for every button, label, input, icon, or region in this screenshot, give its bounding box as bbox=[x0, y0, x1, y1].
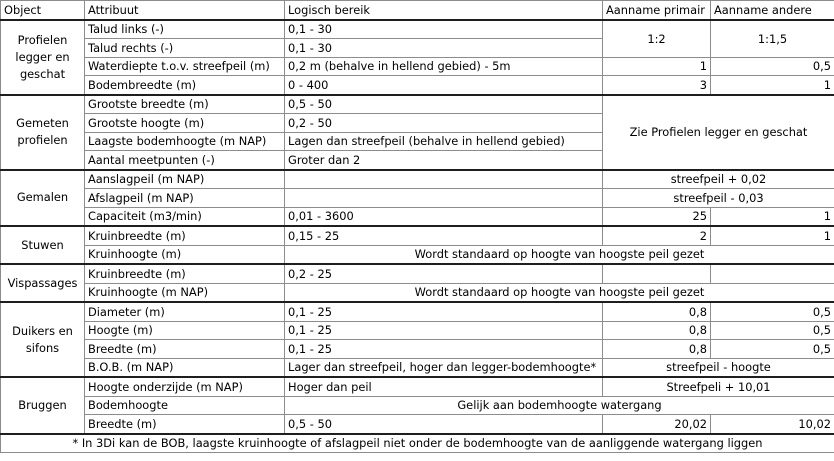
header-object: Object bbox=[1, 1, 85, 20]
attr-cell: Talud rechts (-) bbox=[85, 39, 285, 58]
table-row bbox=[1, 226, 834, 245]
attr-cell: Breedte (m) bbox=[85, 340, 285, 359]
range-cell: 0,01 - 3600 bbox=[285, 207, 603, 226]
range-cell: 0,5 - 50 bbox=[285, 415, 603, 434]
attr-cell: Breedte (m) bbox=[85, 415, 285, 434]
range-cell: 0,15 - 25 bbox=[285, 226, 603, 245]
range-cell: Lagen dan streefpeil (behalve in hellend gebied) bbox=[285, 132, 603, 151]
table-row bbox=[1, 245, 834, 264]
table-row bbox=[1, 57, 834, 76]
header-aanname-primair: Aanname primair bbox=[603, 1, 711, 20]
group-stuwen bbox=[1, 226, 834, 264]
table-row bbox=[1, 170, 834, 189]
andere-cell: 0,5 bbox=[711, 302, 834, 321]
andere-cell: 10,02 bbox=[711, 415, 834, 434]
primair-cell: 0,8 bbox=[603, 340, 711, 359]
primair-cell: 1 bbox=[603, 57, 711, 76]
table-row bbox=[1, 283, 834, 302]
range-cell: Groter dan 2 bbox=[285, 151, 603, 170]
attr-cell: Afslagpeil (m NAP) bbox=[85, 189, 285, 208]
talud-primair-cell: 1:2 bbox=[603, 20, 711, 58]
primair-cell bbox=[603, 264, 711, 283]
header-attribuut: Attribuut bbox=[85, 1, 285, 20]
range-cell: 0,1 - 25 bbox=[285, 321, 603, 340]
object-gemalen: Gemalen bbox=[1, 170, 85, 227]
attr-cell: Bodemhoogte bbox=[85, 396, 285, 415]
attr-cell: Waterdiepte t.o.v. streefpeil (m) bbox=[85, 57, 285, 76]
table-row bbox=[1, 358, 834, 377]
range-cell: Hoger dan peil bbox=[285, 377, 603, 396]
range-cell bbox=[285, 170, 603, 189]
andere-cell: 0,5 bbox=[711, 57, 834, 76]
object-vispassages: Vispassages bbox=[1, 264, 85, 302]
attr-cell: Kruinhoogte (m) bbox=[85, 245, 285, 264]
primair-cell: 2 bbox=[603, 226, 711, 245]
footnote: * In 3Di kan de BOB, laagste kruinhoogte of afslagpeil niet onder de bodemhoogte van de aanliggende watergang liggen bbox=[1, 434, 834, 453]
andere-cell: 0,5 bbox=[711, 321, 834, 340]
table-row bbox=[1, 189, 834, 208]
attr-cell: Bodembreedte (m) bbox=[85, 76, 285, 95]
attr-cell: Hoogte (m) bbox=[85, 321, 285, 340]
gemeten-note: Zie Profielen legger en geschat bbox=[603, 95, 834, 170]
attr-cell: Kruinbreedte (m) bbox=[85, 264, 285, 283]
footnote-group bbox=[1, 434, 834, 453]
object-profielen: Profielen legger en geschat bbox=[1, 20, 85, 95]
range-cell: 0,1 - 30 bbox=[285, 20, 603, 39]
andere-cell: 0,5 bbox=[711, 340, 834, 359]
primair-cell: 20,02 bbox=[603, 415, 711, 434]
group-gemalen bbox=[1, 170, 834, 227]
attr-cell: B.O.B. (m NAP) bbox=[85, 358, 285, 377]
range-cell: 0,1 - 25 bbox=[285, 340, 603, 359]
attr-cell: Talud links (-) bbox=[85, 20, 285, 39]
andere-cell: 1 bbox=[711, 207, 834, 226]
table-row bbox=[1, 264, 834, 283]
attr-cell: Grootste hoogte (m) bbox=[85, 114, 285, 133]
attr-cell: Kruinhoogte (m NAP) bbox=[85, 283, 285, 302]
attr-cell: Kruinbreedte (m) bbox=[85, 226, 285, 245]
range-cell: Lager dan streefpeil, hoger dan legger-bodemhoogte* bbox=[285, 358, 603, 377]
table-row bbox=[1, 396, 834, 415]
table-row bbox=[1, 415, 834, 434]
table-row bbox=[1, 340, 834, 359]
andere-cell: 1 bbox=[711, 76, 834, 95]
table-row bbox=[1, 321, 834, 340]
assumption-cell: Streefpeli + 10,01 bbox=[603, 377, 834, 396]
object-duikers: Duikers en sifons bbox=[1, 302, 85, 377]
range-cell bbox=[285, 189, 603, 208]
table-row bbox=[1, 20, 834, 39]
object-gemeten: Gemeten profielen bbox=[1, 95, 85, 170]
primair-cell: 0,8 bbox=[603, 321, 711, 340]
range-cell: 0,2 - 50 bbox=[285, 114, 603, 133]
attr-cell: Grootste breedte (m) bbox=[85, 95, 285, 114]
object-bruggen: Bruggen bbox=[1, 377, 85, 434]
andere-cell: 1 bbox=[711, 226, 834, 245]
note-cell: Wordt standaard op hoogte van hoogste peil gezet bbox=[285, 283, 834, 302]
talud-andere-cell: 1:1,5 bbox=[711, 20, 834, 58]
object-stuwen: Stuwen bbox=[1, 226, 85, 264]
range-cell: 0,2 - 25 bbox=[285, 264, 603, 283]
attr-cell: Laagste bodemhoogte (m NAP) bbox=[85, 132, 285, 151]
header-aanname-andere: Aanname andere bbox=[711, 1, 834, 20]
assumption-cell: streefpeil - hoogte bbox=[603, 358, 834, 377]
table-row bbox=[1, 377, 834, 396]
group-bruggen bbox=[1, 377, 834, 434]
andere-cell bbox=[711, 264, 834, 283]
note-cell: Wordt standaard op hoogte van hoogste peil gezet bbox=[285, 245, 834, 264]
attr-cell: Capaciteit (m3/min) bbox=[85, 207, 285, 226]
attr-cell: Diameter (m) bbox=[85, 302, 285, 321]
header-row bbox=[1, 1, 834, 20]
range-cell: 0,1 - 25 bbox=[285, 302, 603, 321]
assumption-cell: streefpeil - 0,03 bbox=[603, 189, 834, 208]
attr-cell: Aanslagpeil (m NAP) bbox=[85, 170, 285, 189]
group-duikers bbox=[1, 302, 834, 377]
header-logisch-bereik: Logisch bereik bbox=[285, 1, 603, 20]
table-row bbox=[1, 207, 834, 226]
primair-cell: 25 bbox=[603, 207, 711, 226]
primair-cell: 3 bbox=[603, 76, 711, 95]
attr-cell: Aantal meetpunten (-) bbox=[85, 151, 285, 170]
table-row bbox=[1, 95, 834, 114]
group-gemeten bbox=[1, 95, 834, 170]
table-row bbox=[1, 76, 834, 95]
range-cell: 0,2 m (behalve in hellend gebied) - 5m bbox=[285, 57, 603, 76]
range-cell: 0,5 - 50 bbox=[285, 95, 603, 114]
group-profielen bbox=[1, 20, 834, 95]
primair-cell: 0,8 bbox=[603, 302, 711, 321]
range-cell: 0,1 - 30 bbox=[285, 39, 603, 58]
group-vispassages bbox=[1, 264, 834, 302]
note-cell: Gelijk aan bodemhoogte watergang bbox=[285, 396, 834, 415]
table-row bbox=[1, 302, 834, 321]
footnote-row bbox=[1, 434, 834, 453]
assumption-cell: streefpeil + 0,02 bbox=[603, 170, 834, 189]
attr-cell: Hoogte onderzijde (m NAP) bbox=[85, 377, 285, 396]
range-cell: 0 - 400 bbox=[285, 76, 603, 95]
